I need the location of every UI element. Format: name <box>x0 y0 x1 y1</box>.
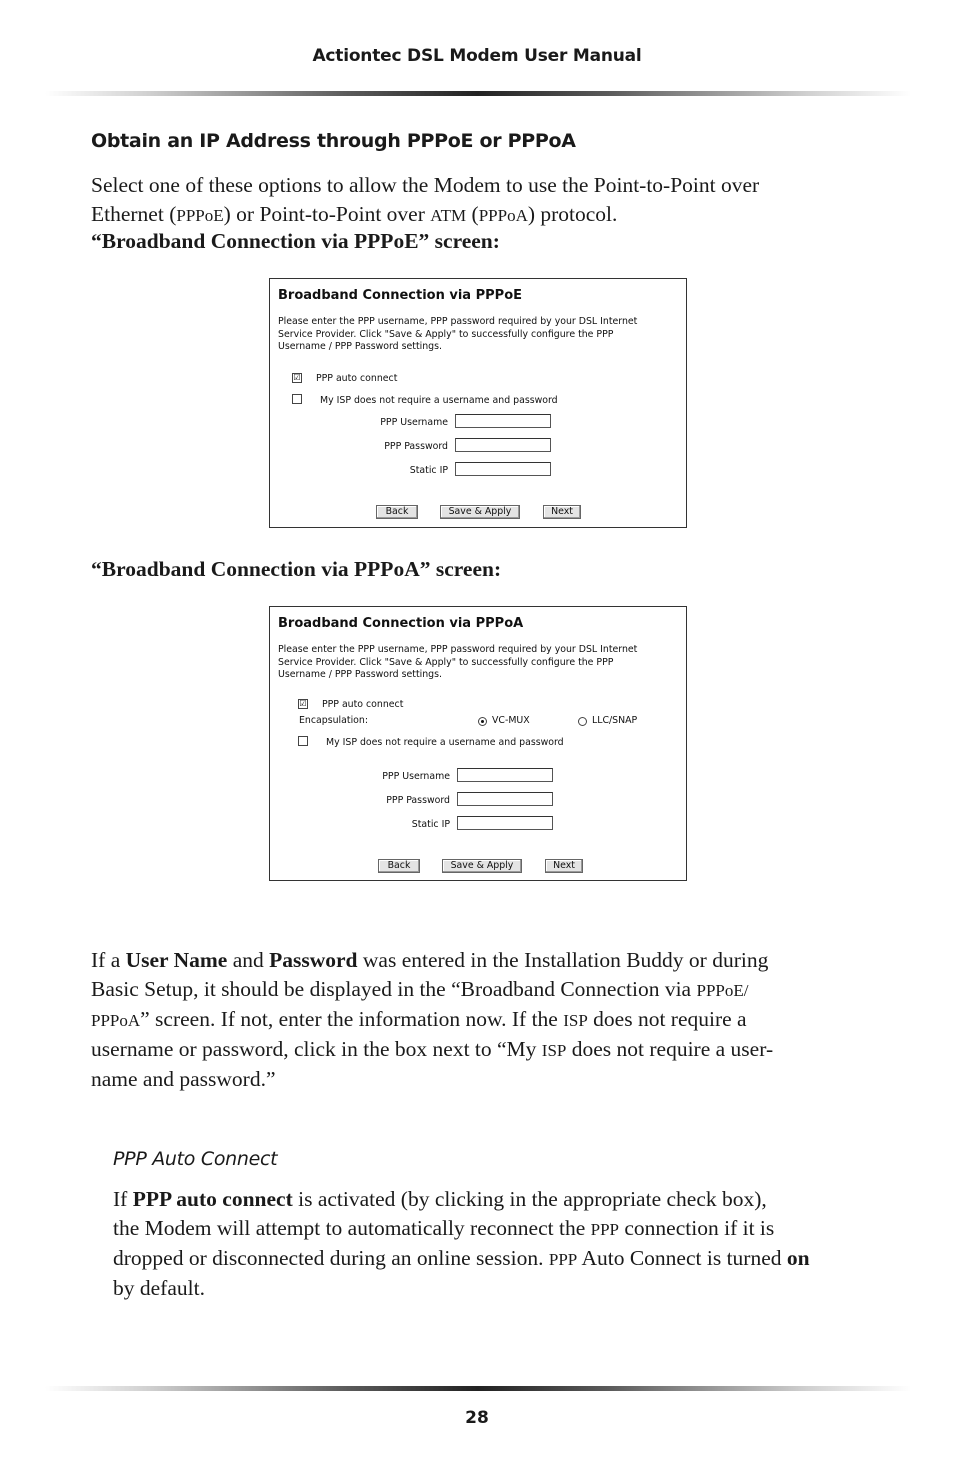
pppoa-vcmux-label: VC-MUX <box>492 715 530 726</box>
pppoe-auto-connect-checkbox[interactable]: ☑ <box>293 373 301 382</box>
pppoa-password-input[interactable] <box>457 792 553 806</box>
caption-pppoa: “Broadband Connection via PPPoA” screen: <box>91 557 502 581</box>
pppoa-back-button[interactable]: Back <box>378 859 420 873</box>
pppoa-username-input[interactable] <box>457 768 553 782</box>
pppoa-llcsnap-radio[interactable] <box>578 717 587 726</box>
header-title: Actiontec DSL Modem User Manual <box>312 46 642 66</box>
pppoa-static-ip-label: Static IP <box>411 819 450 830</box>
footer-divider <box>45 1386 911 1391</box>
pppoe-back-button[interactable]: Back <box>376 505 418 519</box>
pppoa-screenshot <box>269 606 687 881</box>
pppoe-title: Broadband Connection via PPPoE <box>278 288 523 303</box>
pppoa-description: Please enter the PPP username, PPP password required by your DSL Internet Service Provider. Click "Save & Apply" to successfully configure the PPP Username / PPP Password settings. <box>278 644 638 680</box>
pppoe-static-ip-label: Static IP <box>409 465 448 476</box>
pppoe-screenshot <box>269 278 687 528</box>
credentials-paragraph: If a User Name and Password was entered in the Installation Buddy or during Basic Setup, it should be displayed in the “Broadband Connection via PPPoE/ PPPoA” screen. If not, enter the information now. If the ISP does not require a username or password, click in the box next to “My ISP does not require a user- name and password.” <box>91 948 774 1091</box>
pppoa-encapsulation-label: Encapsulation: <box>299 715 369 726</box>
auto-connect-paragraph: If PPP auto connect is activated (by clicking in the appropriate check box), the Modem will attempt to automatically reconnect the PPP connection if it is dropped or disconnected during an online session. PPP Auto Connect is turned on by default. <box>113 1187 810 1300</box>
pppoe-auto-connect-label: PPP auto connect <box>316 373 398 384</box>
pppoa-password-label: PPP Password <box>386 795 450 806</box>
pppoe-username-label: PPP Username <box>380 417 448 428</box>
pppoa-no-auth-checkbox[interactable] <box>298 736 308 746</box>
pppoa-llcsnap-label: LLC/SNAP <box>592 715 638 726</box>
pppoe-description: Please enter the PPP username, PPP password required by your DSL Internet Service Provider. Click "Save & Apply" to successfully configure the PPP Username / PPP Password settings. <box>278 316 638 352</box>
pppoa-username-label: PPP Username <box>382 771 450 782</box>
pppoe-no-auth-checkbox[interactable] <box>292 394 302 404</box>
pppoe-username-input[interactable] <box>455 414 551 428</box>
pppoe-password-input[interactable] <box>455 438 551 452</box>
pppoe-password-label: PPP Password <box>384 441 448 452</box>
header-divider <box>45 91 911 96</box>
pppoe-no-auth-label: My ISP does not require a username and password <box>320 395 558 406</box>
pppoe-static-ip-input[interactable] <box>455 462 551 476</box>
pppoa-static-ip-input[interactable] <box>457 816 553 830</box>
caption-pppoe: “Broadband Connection via PPPoE” screen: <box>91 229 500 253</box>
pppoe-save-apply-button[interactable]: Save & Apply <box>440 505 520 519</box>
auto-connect-heading: PPP Auto Connect <box>113 1148 278 1170</box>
section-heading: Obtain an IP Address through PPPoE or PPPoA <box>91 130 576 152</box>
pppoa-vcmux-radio[interactable] <box>478 717 487 726</box>
pppoa-auto-connect-checkbox[interactable]: ☑ <box>299 699 307 708</box>
pppoe-next-button[interactable]: Next <box>543 505 581 519</box>
intro-paragraph: Select one of these options to allow the Modem to use the Point-to-Point over Ethernet (PPPoE) or Point-to-Point over ATM (PPPoA) protocol. <box>91 173 760 226</box>
pppoa-title: Broadband Connection via PPPoA <box>278 616 524 631</box>
pppoa-auto-connect-label: PPP auto connect <box>322 699 404 710</box>
page-number: 28 <box>465 1408 489 1428</box>
pppoa-no-auth-label: My ISP does not require a username and password <box>326 737 564 748</box>
pppoa-save-apply-button[interactable]: Save & Apply <box>442 859 522 873</box>
pppoa-next-button[interactable]: Next <box>545 859 583 873</box>
